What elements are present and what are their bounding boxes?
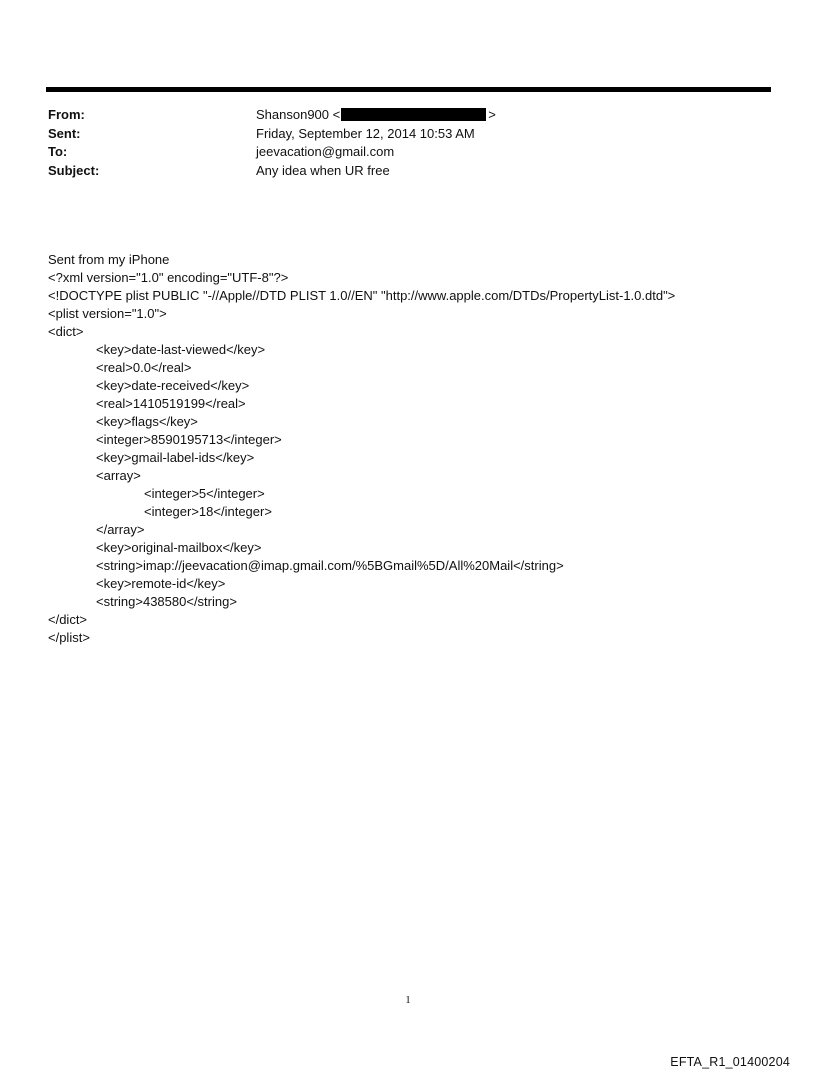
to-row — [48, 143, 748, 162]
from-value — [256, 106, 496, 125]
body-line: <array> — [96, 468, 141, 483]
redaction-box — [341, 108, 486, 121]
body-line: <key>original-mailbox</key> — [96, 540, 262, 555]
body-line: </plist> — [48, 630, 90, 645]
subject-value: Any idea when UR free — [256, 162, 390, 178]
body-line: <key>gmail-label-ids</key> — [96, 450, 255, 465]
subject-label: Subject: — [48, 162, 100, 178]
body-line: <integer>18</integer> — [144, 504, 272, 519]
body-line: <key>date-last-viewed</key> — [96, 342, 266, 357]
email-body — [48, 251, 788, 647]
to-label: To: — [48, 144, 68, 159]
email-header — [48, 106, 748, 180]
body-line: <string>438580</string> — [96, 594, 237, 609]
body-line: <key>date-received</key> — [96, 378, 250, 393]
to-value: jeevacation@gmail.com — [256, 144, 395, 159]
body-line: <!DOCTYPE plist PUBLIC "-//Apple//DTD PLIST 1.0//EN" "http://www.apple.com/DTDs/PropertyList-1.0.dtd"> — [48, 288, 676, 303]
body-line: Sent from my iPhone — [48, 252, 170, 267]
body-line: <string>imap://jeevacation@imap.gmail.com/%5BGmail%5D/All%20Mail</string> — [96, 558, 564, 573]
body-line: <?xml version="1.0" encoding="UTF-8"?> — [48, 270, 289, 285]
body-line: <key>remote-id</key> — [96, 576, 226, 591]
sent-label: Sent: — [48, 125, 81, 141]
sent-value: Friday, September 12, 2014 10:53 AM — [256, 125, 475, 141]
subject-row — [48, 162, 748, 181]
body-line: <key>flags</key> — [96, 414, 198, 429]
body-line: <dict> — [48, 324, 84, 339]
bates-number: EFTA_R1_01400204 — [670, 1055, 790, 1069]
header-divider-rule — [46, 87, 771, 92]
from-label: From: — [48, 107, 85, 122]
body-line: <real>0.0</real> — [96, 360, 192, 375]
page-number: 1 — [405, 994, 411, 1006]
from-row — [48, 106, 748, 125]
from-close: > — [488, 107, 496, 122]
body-line: <plist version="1.0"> — [48, 306, 167, 321]
body-line: <integer>8590195713</integer> — [96, 432, 282, 447]
body-line: </dict> — [48, 612, 88, 627]
sent-row — [48, 125, 748, 144]
body-line: <integer>5</integer> — [144, 486, 265, 501]
body-line: <real>1410519199</real> — [96, 396, 246, 411]
body-line: </array> — [96, 522, 145, 537]
from-name: Shanson900 < — [256, 107, 341, 122]
